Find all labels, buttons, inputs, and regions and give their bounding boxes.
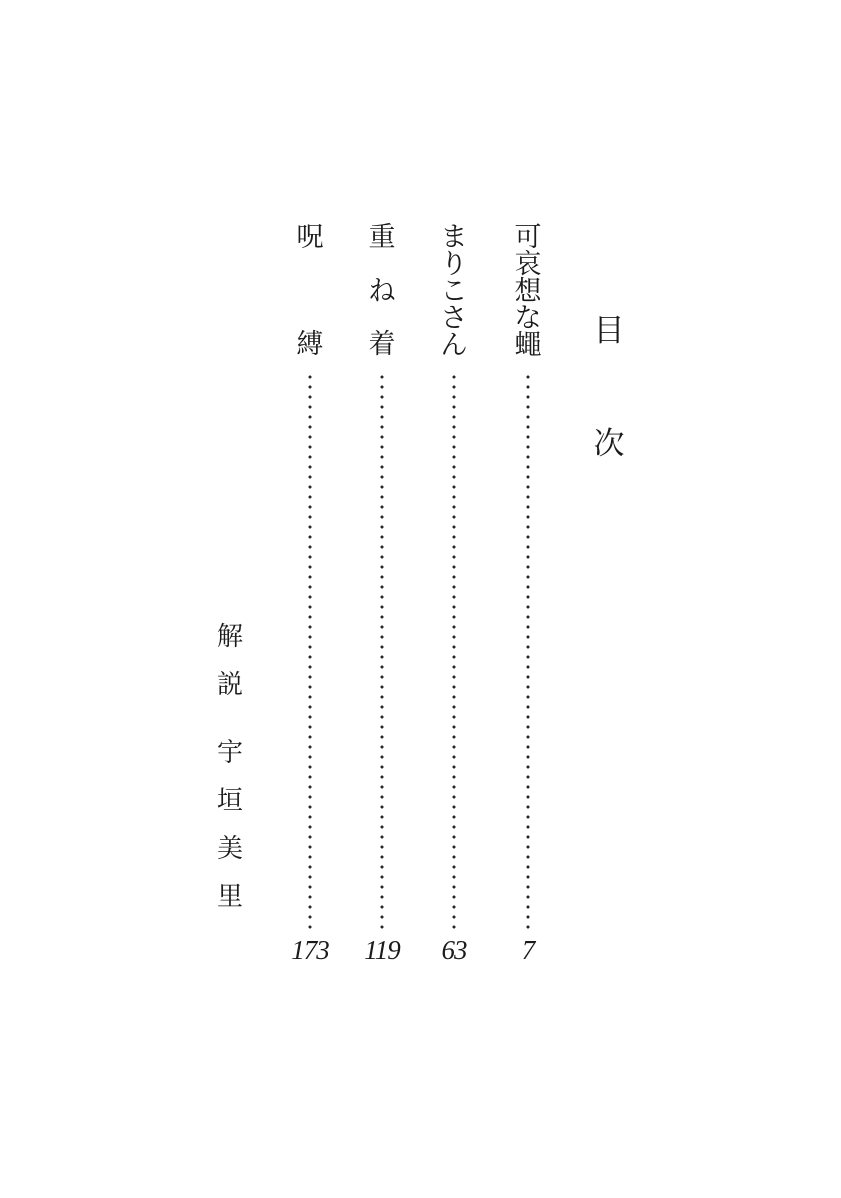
entry-title: 可 哀 想 な 蠅 <box>514 222 542 361</box>
entry-page-number: 173 <box>291 935 329 965</box>
entry-page-number: 7 <box>521 935 535 965</box>
entry-title: 呪 縛 <box>296 222 324 360</box>
commentary-credit <box>208 624 252 910</box>
entry-page-number: 63 <box>441 935 467 965</box>
entry-title: ま り こ さ ん <box>440 222 468 361</box>
toc-entry <box>506 224 550 970</box>
dot-leader <box>451 372 457 932</box>
page-title: 目 次 <box>593 313 625 462</box>
entry-page-number: 119 <box>364 935 400 965</box>
toc-entry <box>360 224 404 970</box>
dot-leader <box>525 372 531 932</box>
entry-title: 重 ね 着 <box>368 222 396 360</box>
commentary-label: 解 説 <box>216 622 243 700</box>
toc-entry <box>432 224 476 970</box>
commentary-author: 宇 垣 美 里 <box>216 738 243 912</box>
dot-leader <box>307 372 313 932</box>
toc-entry <box>288 224 332 970</box>
dot-leader <box>379 372 385 932</box>
